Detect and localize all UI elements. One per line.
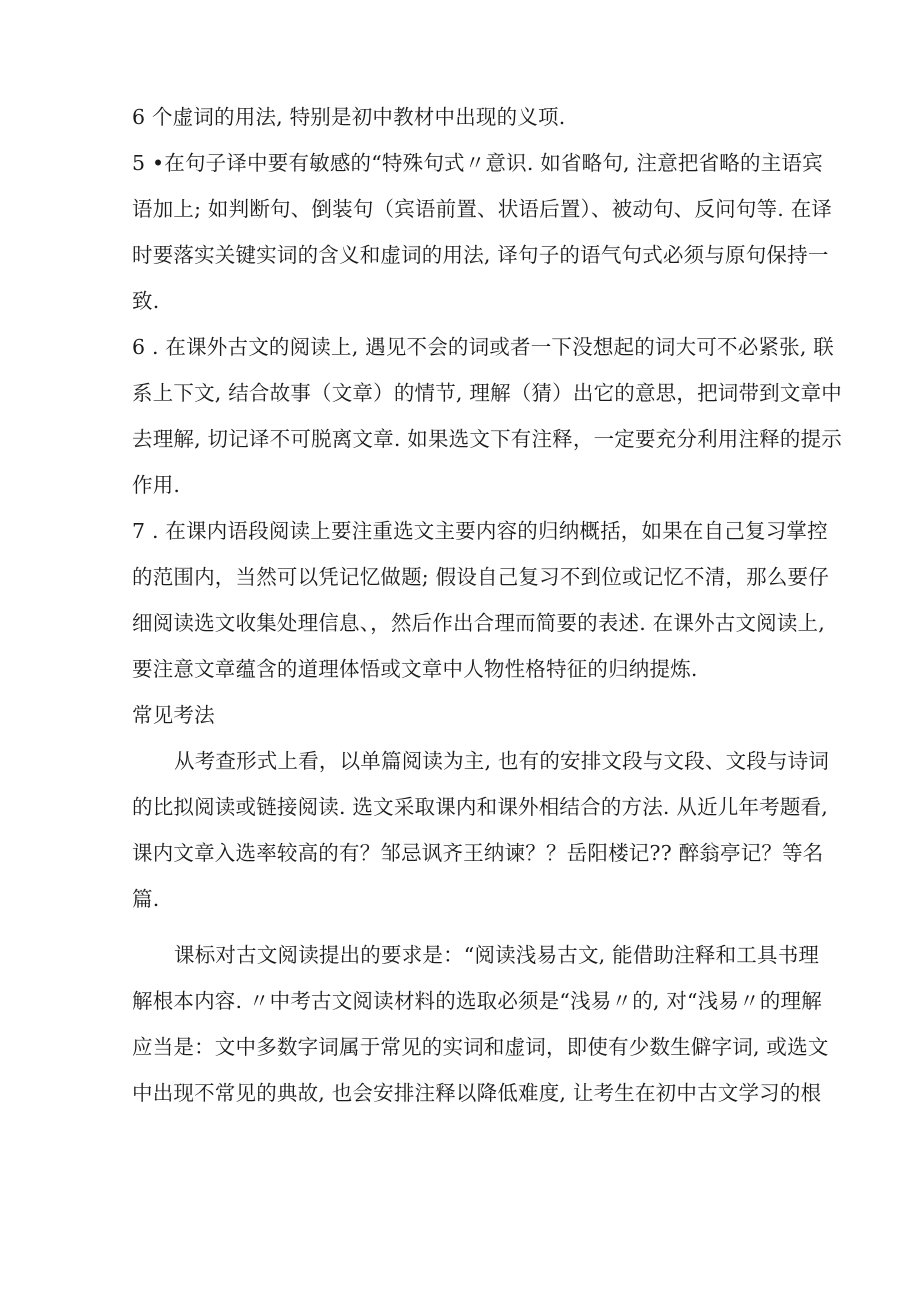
- text-line: 细阅读选文收集处理信息、，然后作出合理而简要的表述. 在课外古文阅读上,: [132, 611, 825, 635]
- text-line: 课标对古文阅读提出的要求是：“阅读浅易古文, 能借助注释和工具书理: [174, 943, 820, 967]
- text-line: 系上下文, 结合故事（文章）的情节, 理解（猜）出它的意思，把词带到文章中: [132, 381, 842, 405]
- text-line: 从考查形式上看，以单篇阅读为主, 也有的安排文段与文段、文段与诗词: [174, 749, 830, 773]
- text-line: 致.: [132, 289, 160, 313]
- text-line: 的范围内，当然可以凭记忆做题; 假设自己复习不到位或记忆不清，那么要仔: [132, 565, 829, 589]
- section-heading: 常见考法: [132, 703, 215, 727]
- text-line: 7 . 在课内语段阅读上要注重选文主要内容的归纳概括，如果在自己复习掌控: [132, 519, 828, 543]
- text-line: 时要落实关键实词的含义和虚词的用法, 译句子的语气句式必须与原句保持一: [132, 243, 829, 267]
- text-line: 篇.: [132, 887, 160, 911]
- text-line: 6 个虚词的用法, 特别是初中教材中出现的义项.: [132, 105, 566, 129]
- text-line: 中出现不常见的典故, 也会安排注释以降低难度, 让考生在初中古文学习的根: [132, 1081, 822, 1105]
- text-line: 6 . 在课外古文的阅读上, 遇见不会的词或者一下没想起的词大可不必紧张, 联: [132, 335, 834, 359]
- text-line: 去理解, 切记译不可脱离文章. 如果选文下有注释，一定要充分利用注释的提示: [132, 427, 842, 451]
- text-line: 应当是：文中多数字词属于常见的实词和虚词，即使有少数生僻字词, 或选文: [132, 1035, 829, 1059]
- text-line: 作用.: [132, 473, 181, 497]
- text-line: 解根本内容. 〃中考古文阅读材料的选取必须是“浅易〃的, 对“浅易〃的理解: [132, 989, 822, 1013]
- text-line: 要注意文章蕴含的道理体悟或文章中人物性格特征的归纳提炼.: [132, 657, 698, 681]
- text-line: 语加上; 如判断句、倒装句（宾语前置、状语后置）、被动句、反问句等. 在译: [132, 197, 833, 221]
- text-line: 的比拟阅读或链接阅读. 选文采取课内和课外相结合的方法. 从近儿年考题看,: [132, 795, 828, 819]
- text-line: 5 •在句子译中要有敏感的“特殊句式〃意识. 如省略句, 注意把省略的主语宾: [132, 151, 823, 175]
- text-line: 课内文章入选率较高的有？邹忌讽齐王纳谏？？岳阳楼记?? 醉翁亭记？等名: [132, 841, 824, 865]
